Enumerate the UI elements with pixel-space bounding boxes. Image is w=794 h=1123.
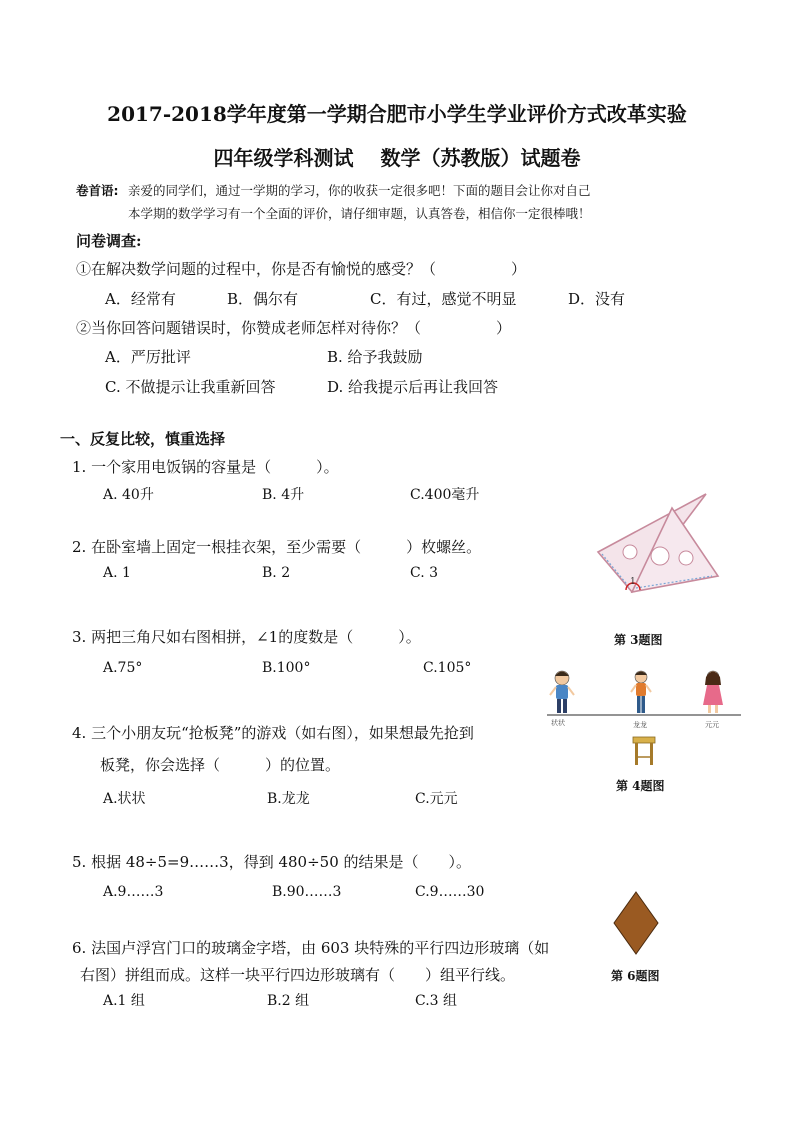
set-squares-figure	[590, 490, 720, 602]
doc-title-line2: 四年级学科测试 数学（苏教版）试题卷	[213, 146, 581, 170]
kid-zhuangzhuang-icon	[550, 671, 574, 713]
q1-option-a: A. 40升	[103, 487, 154, 503]
question-1: 1. 一个家用电饭锅的容量是（ ）。	[72, 458, 339, 476]
q6-option-a: A.1 组	[103, 993, 145, 1009]
angle-label: 1	[630, 577, 636, 587]
question-6-line2: 右图）拼组而成。这样一块平行四边形玻璃有（ ）组平行线。	[80, 966, 516, 984]
question-4-line1: 4. 三个小朋友玩“抢板凳”的游戏（如右图），如果想最先抢到	[72, 724, 474, 742]
survey-q1-option-b: B．偶尔有	[227, 290, 299, 308]
survey-q1: ①在解决数学问题的过程中，你是否有愉悦的感受？（ ）	[76, 260, 527, 278]
survey-q2: ②当你回答问题错误时，你赞成老师怎样对待你？（ ）	[76, 319, 512, 337]
q6-option-b: B.2 组	[267, 993, 310, 1009]
q2-option-a: A. 1	[103, 565, 131, 581]
kid-label-yuanyuan: 元元	[705, 721, 719, 729]
kid-label-longlong: 龙龙	[633, 721, 647, 729]
q4-option-a: A.状状	[103, 791, 146, 807]
survey-q1-option-c: C．有过，感觉不明显	[370, 290, 517, 308]
q4-option-c: C.元元	[415, 791, 458, 807]
set-square-hole-icon	[623, 545, 637, 559]
figure-3-caption: 第 3题图	[614, 633, 663, 647]
doc-title-line1: 2017-2018学年度第一学期合肥市小学生学业评价方式改革实验	[107, 102, 687, 126]
q3-option-b: B.100°	[262, 660, 311, 676]
question-5: 5. 根据 48÷5=9……3，得到 480÷50 的结果是（ ）。	[72, 853, 472, 871]
kid-longlong-icon	[631, 671, 651, 713]
intro-line1: 亲爱的同学们，通过一学期的学习，你的收获一定很多吧！下面的题目会让你对自己	[128, 183, 591, 198]
kid-label-zhuangzhuang: 状状	[551, 719, 565, 727]
survey-q2-option-d: D. 给我提示后再让我回答	[327, 378, 499, 396]
q3-option-c: C.105°	[423, 660, 472, 676]
parallelogram-glass-shape	[614, 892, 658, 954]
survey-q2-option-a: A．严厉批评	[105, 348, 191, 366]
figure-4-caption: 第 4题图	[616, 779, 665, 793]
q3-option-a: A.75°	[103, 660, 143, 676]
q5-option-c: C.9……30	[415, 884, 485, 900]
figure-6-caption: 第 6题图	[611, 969, 660, 983]
stool-game-figure	[545, 665, 743, 777]
q5-option-b: B.90……3	[272, 884, 342, 900]
q1-option-c: C.400毫升	[410, 487, 480, 503]
q1-option-b: B. 4升	[262, 487, 305, 503]
q5-option-a: A.9……3	[103, 884, 164, 900]
survey-q2-option-b: B. 给予我鼓励	[327, 348, 423, 366]
intro-label: 卷首语:	[76, 183, 119, 198]
survey-heading: 问卷调查:	[76, 232, 142, 250]
survey-q1-option-d: D．没有	[568, 290, 626, 308]
set-square-hole-icon	[679, 551, 693, 565]
q6-option-c: C.3 组	[415, 993, 458, 1009]
kid-yuanyuan-icon	[703, 671, 723, 713]
rhombus-figure	[611, 890, 661, 956]
question-6-line1: 6. 法国卢浮宫门口的玻璃金字塔，由 603 块特殊的平行四边形玻璃（如	[72, 939, 550, 957]
survey-q2-option-c: C. 不做提示让我重新回答	[105, 378, 276, 396]
question-4-line2: 板凳，你会选择（ ）的位置。	[100, 756, 341, 774]
q4-option-b: B.龙龙	[267, 791, 310, 807]
survey-q1-option-a: A．经常有	[105, 290, 176, 308]
section1-heading: 一、反复比较，慎重选择	[60, 430, 226, 448]
q2-option-c: C. 3	[410, 565, 439, 581]
intro-line2: 本学期的数学学习有一个全面的评价，请仔细审题，认真答卷，相信你一定很棒哦！	[128, 206, 591, 221]
q2-option-b: B. 2	[262, 565, 291, 581]
question-3: 3. 两把三角尺如右图相拼，∠1的度数是（ ）。	[72, 628, 421, 646]
question-2: 2. 在卧室墙上固定一根挂衣架，至少需要（ ）枚螺丝。	[72, 538, 482, 556]
stool-icon	[633, 737, 655, 765]
set-square-hole-icon	[651, 547, 669, 565]
